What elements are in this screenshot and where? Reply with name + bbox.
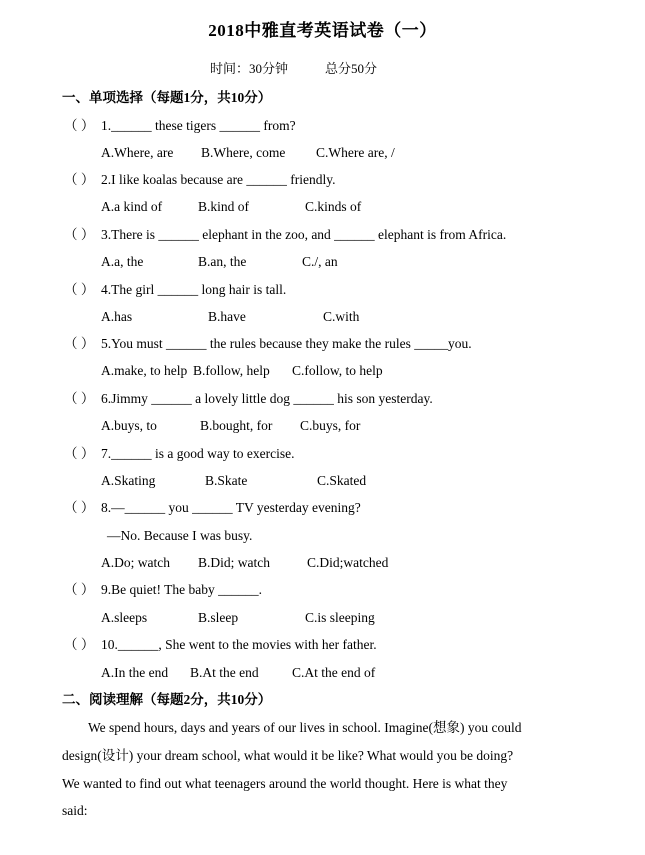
question-4-option-a: A.has [101,309,133,324]
answer-blank-q6: （ ） [64,391,95,406]
answer-blank-q4: （ ） [64,282,95,297]
question-5-stem: 5.You must ______ the rules because they make the rules _____you. [101,336,472,351]
question-8-stem: 8.—______ you ______ TV yesterday evening? [101,500,361,515]
question-9-option-b: B.sleep [198,610,239,625]
question-1-option-b: B.Where, come [201,145,286,160]
question-2-option-b: B.kind of [198,199,250,214]
answer-blank-q2: （ ） [64,172,95,187]
question-10-option-c: C.At the end of [292,665,376,680]
question-9-option-a: A.sleeps [101,610,148,625]
question-6-option-a: A.buys, to [101,418,157,433]
reading-passage-line-3: We wanted to find out what teenagers around the world thought. Here is what they [62,776,508,791]
exam-time: 时间：30分钟 [210,61,289,76]
reading-passage-line-4: said: [62,803,88,818]
question-7-stem: 7.______ is a good way to exercise. [101,446,295,461]
section-1-heading: 一、单项选择（每题1分，共10分） [62,90,272,105]
answer-blank-q8: （ ） [64,500,95,515]
question-8-dialogue-reply: —No. Because I was busy. [107,528,253,543]
question-1-option-c: C.Where are, / [316,145,395,160]
exam-title: 2018中雅直考英语试卷（一） [208,21,437,40]
question-10-stem: 10.______, She went to the movies with her father. [101,637,377,652]
question-8-option-a: A.Do; watch [101,555,170,570]
question-6-option-c: C.buys, for [300,418,361,433]
question-7-option-b: B.Skate [205,473,248,488]
question-4-stem: 4.The girl ______ long hair is tall. [101,282,287,297]
reading-passage-line-2: design(设计) your dream school, what would it be like? What would you be doing? [62,748,514,763]
question-7-option-c: C.Skated [317,473,367,488]
question-5-option-a: A.make, to help [101,363,188,378]
question-3-option-b: B.an, the [198,254,247,269]
question-9-option-c: C.is sleeping [305,610,375,625]
question-5-option-c: C.follow, to help [292,363,383,378]
question-5-option-b: B.follow, help [193,363,270,378]
question-9-stem: 9.Be quiet! The baby ______. [101,582,262,597]
answer-blank-q7: （ ） [64,446,95,461]
question-3-option-a: A.a, the [101,254,144,269]
answer-blank-q10: （ ） [64,637,95,652]
question-2-option-a: A.a kind of [101,199,163,214]
answer-blank-q9: （ ） [64,582,95,597]
question-8-option-c: C.Did;watched [307,555,389,570]
question-6-stem: 6.Jimmy ______ a lovely little dog ______ his son yesterday. [101,391,433,406]
question-8-option-b: B.Did; watch [198,555,270,570]
question-10-option-b: B.At the end [190,665,259,680]
question-4-option-c: C.with [323,309,360,324]
reading-passage-line-1: We spend hours, days and years of our lives in school. Imagine(想象) you could [88,720,522,735]
section-2-heading: 二、阅读理解（每题2分，共10分） [62,692,272,707]
question-3-stem: 3.There is ______ elephant in the zoo, and ______ elephant is from Africa. [101,227,507,242]
question-7-option-a: A.Skating [101,473,156,488]
exam-total-score: 总分50分 [325,61,378,76]
question-3-option-c: C./, an [302,254,338,269]
question-1-stem: 1.______ these tigers ______ from? [101,118,296,133]
answer-blank-q5: （ ） [64,336,95,351]
question-6-option-b: B.bought, for [200,418,273,433]
question-2-stem: 2.I like koalas because are ______ friendly. [101,172,336,187]
answer-blank-q3: （ ） [64,227,95,242]
question-10-option-a: A.In the end [101,665,169,680]
question-4-option-b: B.have [208,309,246,324]
question-1-option-a: A.Where, are [101,145,174,160]
question-2-option-c: C.kinds of [305,199,362,214]
answer-blank-q1: （ ） [64,118,95,133]
